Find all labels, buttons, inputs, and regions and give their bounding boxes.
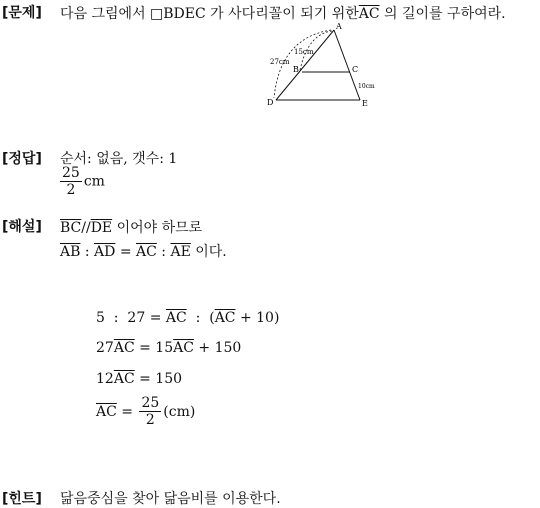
label-a: A bbox=[336, 22, 342, 31]
equation-2 bbox=[96, 340, 241, 356]
length-ab: 15cm bbox=[294, 48, 314, 56]
trapezoid-figure bbox=[262, 20, 392, 112]
equation-1 bbox=[96, 310, 279, 326]
segment-ae: $\overline{AE}$ bbox=[170, 244, 191, 260]
eq4-equals: = bbox=[116, 403, 138, 420]
segment-ac: $\overline{AC}$ bbox=[113, 371, 135, 387]
segment-de: $\overline{DE}$ bbox=[90, 220, 113, 236]
equation-3 bbox=[96, 371, 182, 387]
eq1-tail: + 10) bbox=[235, 310, 280, 326]
answer-fraction bbox=[60, 166, 82, 197]
length-ad: 27cm bbox=[270, 58, 290, 66]
segment-ac: $\overline{AC}$ bbox=[165, 310, 187, 326]
colon-1: : bbox=[80, 244, 95, 260]
eq2-lhs: 27 bbox=[96, 340, 114, 356]
eq1-lhs: 5 : 27 = bbox=[96, 310, 166, 326]
segment-ac: $\overline{AC}$ bbox=[113, 340, 135, 356]
eq1-mid: : ( bbox=[186, 310, 215, 326]
segment-ac: $\overline{AC}$ bbox=[214, 310, 236, 326]
answer-tag: [정답] bbox=[2, 151, 42, 167]
problem-tag: [문제] bbox=[2, 5, 42, 21]
explanation-line-2 bbox=[60, 241, 227, 261]
eq2-mid: = 15 bbox=[134, 340, 174, 356]
answer-meta: 순서: 없음, 갯수: 1 bbox=[60, 151, 178, 167]
eq3-lhs: 12 bbox=[96, 371, 114, 387]
length-ce: 10cm bbox=[358, 83, 375, 90]
eq2-tail: + 150 bbox=[193, 340, 242, 356]
eq4-denominator: 2 bbox=[145, 412, 155, 428]
label-d: D bbox=[267, 98, 274, 107]
label-c: C bbox=[352, 65, 359, 74]
segment-ac: $\overline{AC}$ bbox=[358, 6, 380, 22]
hint-text: 닮음중심을 찾아 닮음비를 이용한다. bbox=[60, 491, 281, 507]
problem-text-b: 의 길이를 구하여라. bbox=[379, 6, 506, 22]
equation-4 bbox=[96, 396, 195, 427]
eq3-tail: = 150 bbox=[134, 371, 183, 387]
problem-text-a: 다음 그림에서 □BDEC 가 사다리꼴이 되기 위한 bbox=[60, 6, 359, 22]
explanation-line-1-text: 이어야 하므로 bbox=[112, 220, 203, 236]
segment-ad: $\overline{AD}$ bbox=[94, 244, 116, 260]
eq4-unit: (cm) bbox=[163, 403, 196, 420]
equals: = bbox=[115, 244, 137, 260]
label-e: E bbox=[362, 99, 368, 108]
label-b: B bbox=[293, 65, 299, 74]
explanation-line-1 bbox=[60, 217, 202, 237]
explanation-line-2-tail: 이다. bbox=[190, 244, 227, 260]
explanation-tag: [해설] bbox=[2, 219, 42, 235]
answer-denominator: 2 bbox=[66, 182, 76, 198]
answer-value bbox=[58, 166, 105, 197]
eq4-fraction bbox=[139, 396, 161, 427]
answer-unit: cm bbox=[83, 173, 105, 190]
segment-bc: $\overline{BC}$ bbox=[60, 220, 82, 236]
parallel-symbol: // bbox=[81, 220, 91, 236]
eq4-numerator: 25 bbox=[141, 395, 160, 411]
colon-2: : bbox=[156, 244, 171, 260]
answer-numerator: 25 bbox=[62, 165, 80, 181]
segment-ac: $\overline{AC}$ bbox=[173, 340, 194, 356]
segment-ac: $\overline{AC}$ bbox=[96, 403, 117, 420]
segment-ac: $\overline{AC}$ bbox=[136, 244, 157, 260]
segment-ab: $\overline{AB}$ bbox=[60, 244, 81, 260]
hint-tag: [힌트] bbox=[2, 491, 42, 507]
